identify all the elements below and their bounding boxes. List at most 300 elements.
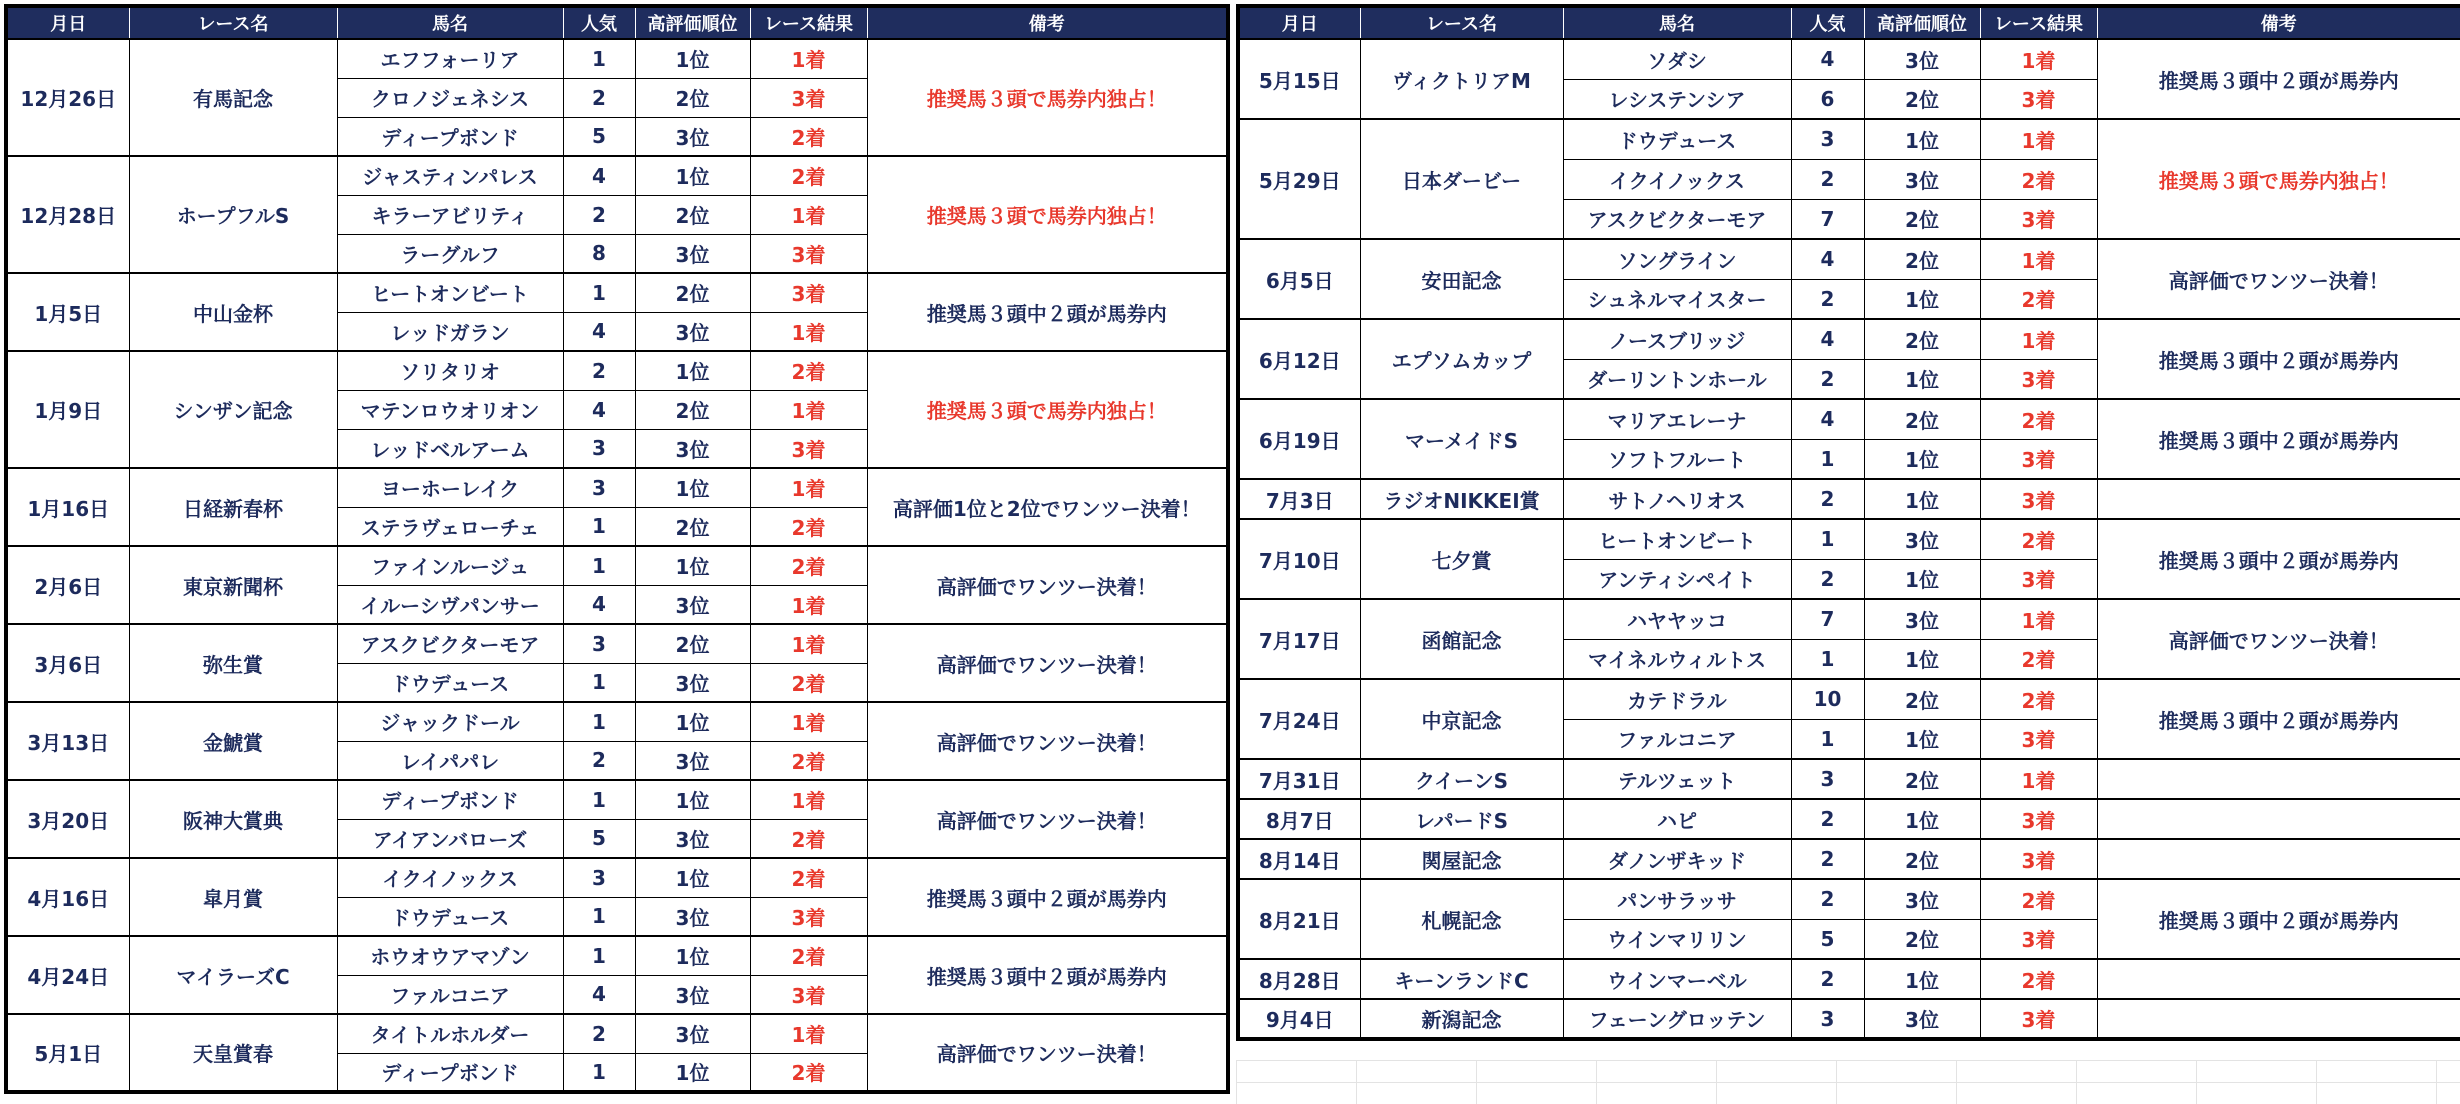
horse-name: ハピ: [1563, 799, 1791, 839]
popularity: 6: [1791, 79, 1864, 119]
rating-rank: 1位: [1864, 359, 1980, 399]
rating-rank: 3位: [635, 741, 750, 780]
rating-rank: 2位: [1864, 239, 1980, 279]
race-name: 新潟記念: [1360, 999, 1563, 1039]
rating-rank: 3位: [1864, 39, 1980, 79]
header-result: レース結果: [1980, 6, 2097, 39]
horse-name: カテドラル: [1563, 679, 1791, 719]
race-date: 6月19日: [1238, 399, 1360, 479]
popularity: 5: [563, 117, 635, 156]
horse-name: ヨーホーレイク: [337, 468, 563, 507]
race-result: 2着: [750, 741, 867, 780]
popularity: 2: [1791, 479, 1864, 519]
race-note: 推奨馬３頭で馬券内独占！: [2097, 119, 2460, 239]
rating-rank: 1位: [635, 702, 750, 741]
rating-rank: 2位: [635, 195, 750, 234]
horse-name: ノースブリッジ: [1563, 319, 1791, 359]
table-row: [1238, 799, 2460, 839]
table-row: [6, 624, 1228, 663]
horse-name: イルーシヴパンサー: [337, 585, 563, 624]
rating-rank: 3位: [635, 663, 750, 702]
race-name: 金鯱賞: [129, 702, 337, 780]
rating-rank: 1位: [1864, 119, 1980, 159]
rating-rank: 1位: [635, 39, 750, 78]
horse-name: ハヤヤッコ: [1563, 599, 1791, 639]
table-row: [6, 39, 1228, 78]
rating-rank: 1位: [1864, 799, 1980, 839]
race-name: 天皇賞春: [129, 1014, 337, 1092]
race-name: マーメイドS: [1360, 399, 1563, 479]
race-note: 高評価1位と2位でワンツー決着！: [867, 468, 1228, 546]
race-result: 1着: [750, 39, 867, 78]
popularity: 2: [1791, 559, 1864, 599]
table-row: [1238, 679, 2460, 719]
race-date: 6月12日: [1238, 319, 1360, 399]
rating-rank: 1位: [1864, 959, 1980, 999]
race-name: ラジオNIKKEI賞: [1360, 479, 1563, 519]
table-row: [1238, 879, 2460, 919]
race-result: 3着: [1980, 999, 2097, 1039]
race-note: 高評価でワンツー決着！: [867, 780, 1228, 858]
rating-rank: 1位: [635, 780, 750, 819]
popularity: 8: [563, 234, 635, 273]
race-date: 8月14日: [1238, 839, 1360, 879]
horse-name: ホウオウアマゾン: [337, 936, 563, 975]
horse-name: ダノンザキッド: [1563, 839, 1791, 879]
popularity: 1: [563, 780, 635, 819]
race-note: [2097, 479, 2460, 519]
race-result: 2着: [1980, 679, 2097, 719]
table-row: [1238, 119, 2460, 159]
horse-name: レイパパレ: [337, 741, 563, 780]
race-note: 推奨馬３頭中２頭が馬券内: [867, 858, 1228, 936]
table-row: [1238, 239, 2460, 279]
race-result: 3着: [750, 78, 867, 117]
race-note: 推奨馬３頭中２頭が馬券内: [2097, 519, 2460, 599]
race-date: 4月24日: [6, 936, 129, 1014]
race-note: 推奨馬３頭中２頭が馬券内: [2097, 879, 2460, 959]
popularity: 1: [563, 39, 635, 78]
race-name: 中京記念: [1360, 679, 1563, 759]
popularity: 1: [1791, 639, 1864, 679]
horse-name: タイトルホルダー: [337, 1014, 563, 1053]
horse-name: ドウデュース: [337, 897, 563, 936]
race-result: 2着: [1980, 159, 2097, 199]
race-name: 函館記念: [1360, 599, 1563, 679]
popularity: 2: [1791, 159, 1864, 199]
rating-rank: 3位: [635, 117, 750, 156]
table-row: [6, 156, 1228, 195]
race-date: 2月6日: [6, 546, 129, 624]
race-date: 5月29日: [1238, 119, 1360, 239]
popularity: 1: [563, 702, 635, 741]
header-race: レース名: [129, 6, 337, 39]
horse-name: イクイノックス: [1563, 159, 1791, 199]
race-note: 推奨馬３頭中２頭が馬券内: [867, 273, 1228, 351]
popularity: 4: [563, 156, 635, 195]
race-result: 3着: [1980, 559, 2097, 599]
header-note: 備考: [2097, 6, 2460, 39]
race-note: 高評価でワンツー決着！: [2097, 599, 2460, 679]
race-name: 阪神大賞典: [129, 780, 337, 858]
race-date: 9月4日: [1238, 999, 1360, 1039]
header-row: [6, 6, 1228, 39]
race-date: 7月31日: [1238, 759, 1360, 799]
race-name: 東京新聞杯: [129, 546, 337, 624]
popularity: 2: [1791, 799, 1864, 839]
rating-rank: 2位: [1864, 79, 1980, 119]
rating-rank: 2位: [1864, 319, 1980, 359]
horse-name: ディープボンド: [337, 117, 563, 156]
table-row: [6, 858, 1228, 897]
race-date: 3月6日: [6, 624, 129, 702]
horse-name: ジャスティンパレス: [337, 156, 563, 195]
horse-name: レッドガラン: [337, 312, 563, 351]
popularity: 2: [1791, 359, 1864, 399]
horse-name: ファルコニア: [337, 975, 563, 1014]
race-name: 関屋記念: [1360, 839, 1563, 879]
race-date: 12月28日: [6, 156, 129, 273]
race-name: 皐月賞: [129, 858, 337, 936]
rating-rank: 2位: [1864, 839, 1980, 879]
header-horse: 馬名: [337, 6, 563, 39]
race-result: 3着: [1980, 719, 2097, 759]
rating-rank: 1位: [635, 156, 750, 195]
race-name: クイーンS: [1360, 759, 1563, 799]
race-note: [2097, 759, 2460, 799]
race-date: 4月16日: [6, 858, 129, 936]
horse-name: アンティシペイト: [1563, 559, 1791, 599]
horse-name: マテンロウオリオン: [337, 390, 563, 429]
race-date: 7月17日: [1238, 599, 1360, 679]
table-row: [1238, 999, 2460, 1039]
table-row: [1238, 39, 2460, 79]
race-note: [2097, 959, 2460, 999]
race-result: 2着: [750, 1053, 867, 1092]
rating-rank: 3位: [1864, 599, 1980, 639]
rating-rank: 1位: [1864, 559, 1980, 599]
empty-sheet-grid: [1236, 1060, 2460, 1104]
race-result: 1着: [750, 1014, 867, 1053]
race-note: 推奨馬３頭中２頭が馬券内: [2097, 319, 2460, 399]
race-date: 7月3日: [1238, 479, 1360, 519]
race-result: 1着: [750, 195, 867, 234]
race-result: 2着: [750, 858, 867, 897]
race-result: 1着: [1980, 759, 2097, 799]
race-result: 2着: [1980, 519, 2097, 559]
header-popularity: 人気: [563, 6, 635, 39]
horse-name: アスクビクターモア: [1563, 199, 1791, 239]
race-result: 3着: [750, 234, 867, 273]
popularity: 4: [1791, 39, 1864, 79]
table-row: [1238, 519, 2460, 559]
rating-rank: 1位: [635, 546, 750, 585]
race-note: 推奨馬３頭中２頭が馬券内: [867, 936, 1228, 1014]
table-row: [6, 273, 1228, 312]
popularity: 1: [563, 1053, 635, 1092]
table-row: [6, 1014, 1228, 1053]
race-name: 有馬記念: [129, 39, 337, 156]
popularity: 3: [563, 468, 635, 507]
rating-rank: 2位: [635, 624, 750, 663]
popularity: 2: [1791, 959, 1864, 999]
header-rank: 高評価順位: [1864, 6, 1980, 39]
popularity: 10: [1791, 679, 1864, 719]
popularity: 3: [563, 429, 635, 468]
horse-name: パンサラッサ: [1563, 879, 1791, 919]
horse-name: マイネルウィルトス: [1563, 639, 1791, 679]
horse-name: ダーリントンホール: [1563, 359, 1791, 399]
race-date: 8月7日: [1238, 799, 1360, 839]
popularity: 4: [563, 312, 635, 351]
race-name: ホープフルS: [129, 156, 337, 273]
race-result: 1着: [750, 585, 867, 624]
popularity: 2: [563, 78, 635, 117]
header-rank: 高評価順位: [635, 6, 750, 39]
rating-rank: 2位: [1864, 199, 1980, 239]
popularity: 1: [563, 507, 635, 546]
race-result: 3着: [1980, 799, 2097, 839]
popularity: 4: [563, 975, 635, 1014]
race-result: 1着: [750, 624, 867, 663]
header-result: レース結果: [750, 6, 867, 39]
race-result: 3着: [1980, 199, 2097, 239]
rating-rank: 3位: [635, 234, 750, 273]
rating-rank: 2位: [635, 390, 750, 429]
race-result: 1着: [750, 780, 867, 819]
rating-rank: 1位: [1864, 279, 1980, 319]
race-result: 2着: [750, 819, 867, 858]
rating-rank: 3位: [1864, 519, 1980, 559]
rating-rank: 3位: [1864, 159, 1980, 199]
header-popularity: 人気: [1791, 6, 1864, 39]
popularity: 1: [563, 897, 635, 936]
race-name: 中山金杯: [129, 273, 337, 351]
rating-rank: 3位: [635, 312, 750, 351]
rating-rank: 3位: [635, 585, 750, 624]
popularity: 4: [1791, 399, 1864, 439]
popularity: 2: [563, 741, 635, 780]
race-result: 1着: [1980, 599, 2097, 639]
race-date: 6月5日: [1238, 239, 1360, 319]
popularity: 1: [563, 273, 635, 312]
race-result: 2着: [750, 663, 867, 702]
race-name: マイラーズC: [129, 936, 337, 1014]
race-result: 3着: [1980, 359, 2097, 399]
race-note: 推奨馬３頭中２頭が馬券内: [2097, 39, 2460, 119]
table-row: [1238, 839, 2460, 879]
horse-name: エフフォーリア: [337, 39, 563, 78]
race-result: 1着: [750, 702, 867, 741]
popularity: 4: [1791, 239, 1864, 279]
table-row: [6, 468, 1228, 507]
race-result: 2着: [1980, 639, 2097, 679]
table-row: [6, 936, 1228, 975]
rating-rank: 1位: [635, 468, 750, 507]
popularity: 2: [563, 351, 635, 390]
header-race: レース名: [1360, 6, 1563, 39]
race-name: レパードS: [1360, 799, 1563, 839]
rating-rank: 1位: [635, 858, 750, 897]
horse-name: クロノジェネシス: [337, 78, 563, 117]
header-horse: 馬名: [1563, 6, 1791, 39]
race-date: 7月10日: [1238, 519, 1360, 599]
race-date: 7月24日: [1238, 679, 1360, 759]
race-date: 5月1日: [6, 1014, 129, 1092]
rating-rank: 2位: [1864, 679, 1980, 719]
horse-name: マリアエレーナ: [1563, 399, 1791, 439]
popularity: 1: [563, 546, 635, 585]
race-note: 高評価でワンツー決着！: [867, 624, 1228, 702]
race-name: ヴィクトリアM: [1360, 39, 1563, 119]
popularity: 3: [1791, 759, 1864, 799]
race-result: 2着: [750, 117, 867, 156]
horse-name: ファルコニア: [1563, 719, 1791, 759]
race-result: 1着: [750, 312, 867, 351]
horse-name: サトノヘリオス: [1563, 479, 1791, 519]
race-date: 1月16日: [6, 468, 129, 546]
popularity: 4: [563, 585, 635, 624]
race-note: [2097, 839, 2460, 879]
horse-name: ドウデュース: [337, 663, 563, 702]
popularity: 5: [1791, 919, 1864, 959]
horse-name: フェーングロッテン: [1563, 999, 1791, 1039]
popularity: 1: [1791, 519, 1864, 559]
table-row: [1238, 759, 2460, 799]
race-result: 3着: [750, 897, 867, 936]
race-name: 札幌記念: [1360, 879, 1563, 959]
popularity: 2: [563, 1014, 635, 1053]
popularity: 7: [1791, 199, 1864, 239]
race-name: 七夕賞: [1360, 519, 1563, 599]
race-name: シンザン記念: [129, 351, 337, 468]
rating-rank: 2位: [1864, 919, 1980, 959]
horse-name: レシステンシア: [1563, 79, 1791, 119]
race-date: 3月13日: [6, 702, 129, 780]
race-name: 日経新春杯: [129, 468, 337, 546]
rating-rank: 3位: [635, 975, 750, 1014]
horse-name: ディープボンド: [337, 1053, 563, 1092]
race-name: エプソムカップ: [1360, 319, 1563, 399]
race-result: 2着: [750, 507, 867, 546]
race-result: 1着: [1980, 119, 2097, 159]
race-date: 3月20日: [6, 780, 129, 858]
popularity: 4: [563, 390, 635, 429]
horse-name: ソダシ: [1563, 39, 1791, 79]
rating-rank: 1位: [1864, 439, 1980, 479]
race-result: 3着: [1980, 919, 2097, 959]
race-result: 2着: [1980, 279, 2097, 319]
horse-name: シュネルマイスター: [1563, 279, 1791, 319]
horse-name: ウインマリリン: [1563, 919, 1791, 959]
table-row: [6, 351, 1228, 390]
race-result: 2着: [1980, 959, 2097, 999]
horse-name: ジャックドール: [337, 702, 563, 741]
race-result: 1着: [750, 468, 867, 507]
horse-name: キラーアビリティ: [337, 195, 563, 234]
race-note: [2097, 999, 2460, 1039]
race-note: 高評価でワンツー決着！: [2097, 239, 2460, 319]
popularity: 4: [1791, 319, 1864, 359]
rating-rank: 2位: [635, 507, 750, 546]
rating-rank: 3位: [1864, 999, 1980, 1039]
table-row: [1238, 479, 2460, 519]
rating-rank: 3位: [1864, 879, 1980, 919]
table-row: [6, 702, 1228, 741]
race-name: 日本ダービー: [1360, 119, 1563, 239]
popularity: 1: [1791, 719, 1864, 759]
popularity: 3: [1791, 999, 1864, 1039]
race-result: 2着: [750, 936, 867, 975]
popularity: 2: [1791, 879, 1864, 919]
race-note: 高評価でワンツー決着！: [867, 702, 1228, 780]
popularity: 1: [563, 663, 635, 702]
table-row: [6, 780, 1228, 819]
race-result: 2着: [750, 546, 867, 585]
popularity: 3: [563, 624, 635, 663]
horse-name: テルツェット: [1563, 759, 1791, 799]
race-result: 3着: [750, 429, 867, 468]
race-result: 1着: [750, 390, 867, 429]
race-date: 12月26日: [6, 39, 129, 156]
horse-name: ステラヴェローチェ: [337, 507, 563, 546]
header-note: 備考: [867, 6, 1228, 39]
rating-rank: 1位: [635, 1053, 750, 1092]
popularity: 2: [563, 195, 635, 234]
popularity: 1: [563, 936, 635, 975]
rating-rank: 2位: [1864, 759, 1980, 799]
horse-name: ドウデュース: [1563, 119, 1791, 159]
horse-name: ヒートオンビート: [1563, 519, 1791, 559]
popularity: 2: [1791, 279, 1864, 319]
popularity: 3: [563, 858, 635, 897]
horse-name: ソリタリオ: [337, 351, 563, 390]
horse-name: ファインルージュ: [337, 546, 563, 585]
race-date: 1月9日: [6, 351, 129, 468]
race-result: 2着: [750, 351, 867, 390]
rating-rank: 1位: [635, 351, 750, 390]
race-result: 1着: [1980, 39, 2097, 79]
race-result: 1着: [1980, 319, 2097, 359]
race-note: 推奨馬３頭で馬券内独占！: [867, 156, 1228, 273]
popularity: 5: [563, 819, 635, 858]
horse-name: ウインマーベル: [1563, 959, 1791, 999]
rating-rank: 3位: [635, 819, 750, 858]
rating-rank: 2位: [1864, 399, 1980, 439]
race-name: 弥生賞: [129, 624, 337, 702]
rating-rank: 2位: [635, 273, 750, 312]
popularity: 2: [1791, 839, 1864, 879]
race-date: 8月21日: [1238, 879, 1360, 959]
race-note: 推奨馬３頭で馬券内独占！: [867, 39, 1228, 156]
horse-name: ソングライン: [1563, 239, 1791, 279]
horse-name: ソフトフルート: [1563, 439, 1791, 479]
race-note: 高評価でワンツー決着！: [867, 1014, 1228, 1092]
race-note: [2097, 799, 2460, 839]
horse-name: アスクビクターモア: [337, 624, 563, 663]
header-date: 月日: [1238, 6, 1360, 39]
table-row: [1238, 959, 2460, 999]
results-table-right: [1236, 4, 2460, 1041]
race-result: 2着: [750, 156, 867, 195]
race-date: 5月15日: [1238, 39, 1360, 119]
race-result: 2着: [1980, 399, 2097, 439]
rating-rank: 1位: [1864, 719, 1980, 759]
race-name: キーンランドC: [1360, 959, 1563, 999]
race-result: 2着: [1980, 879, 2097, 919]
rating-rank: 3位: [635, 897, 750, 936]
horse-name: ラーグルフ: [337, 234, 563, 273]
